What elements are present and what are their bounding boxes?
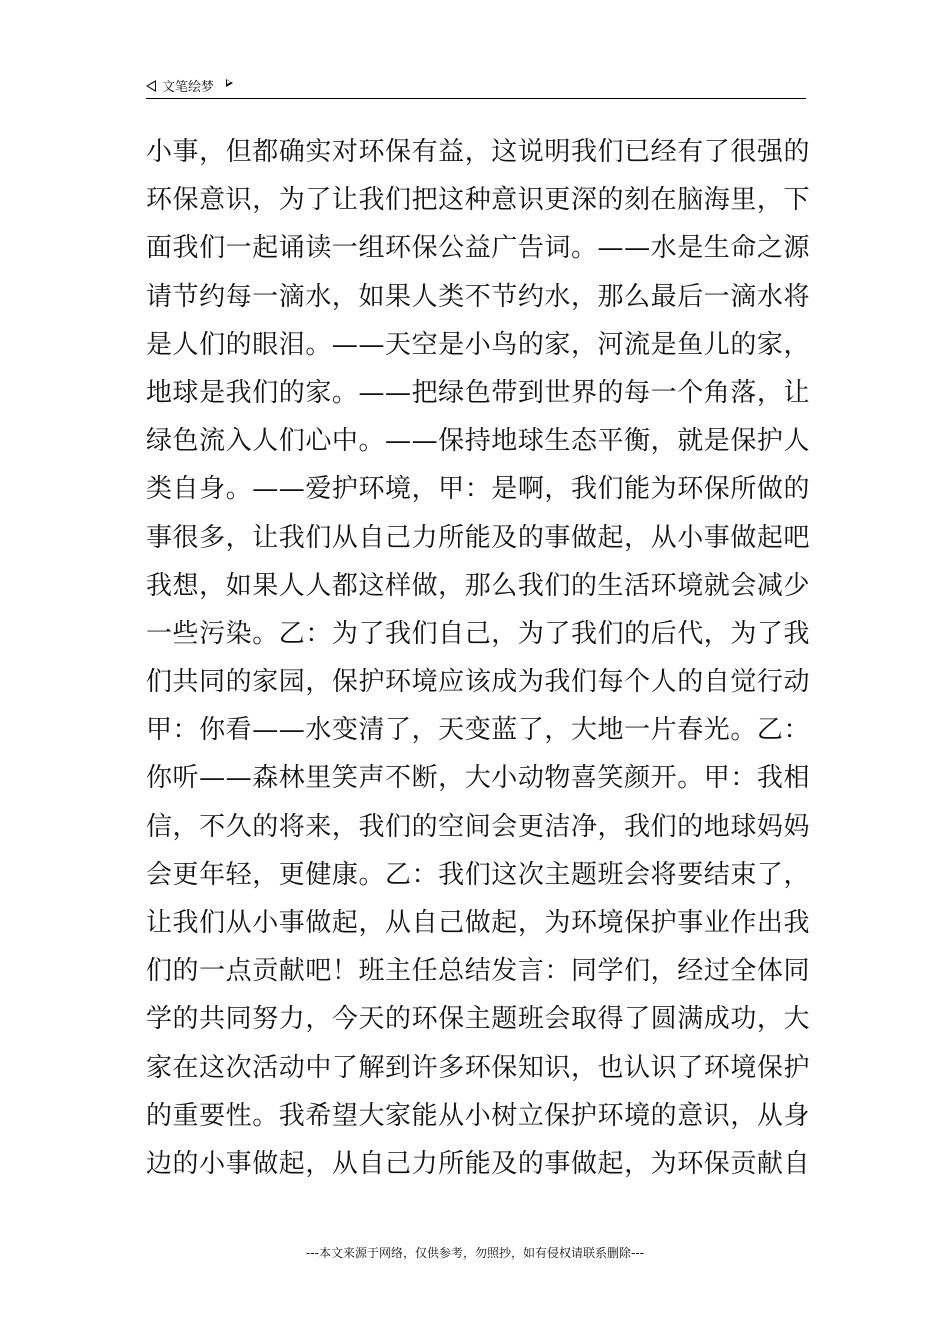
page-header xyxy=(146,74,806,99)
body-line: 你听——森林里笑声不断，大小动物喜笑颜开。甲：我相 xyxy=(146,763,810,794)
body-line: 环保意识，为了让我们把这种意识更深的刻在脑海里，下 xyxy=(146,185,810,216)
header-brand-group xyxy=(146,76,233,95)
body-line: 我想，如果人人都这样做，那么我们的生活环境就会减少 xyxy=(146,570,810,601)
body-line: 面我们一起诵读一组环保公益广告词。——水是生命之源 xyxy=(146,233,810,264)
body-line: 是人们的眼泪。——天空是小鸟的家，河流是鱼儿的家， xyxy=(146,329,810,360)
body-line: 学的共同努力，今天的环保主题班会取得了圆满成功，大 xyxy=(146,1004,810,1035)
right-triangle-icon xyxy=(226,79,233,87)
body-line: 们的一点贡献吧！班主任总结发言：同学们，经过全体同 xyxy=(146,956,810,987)
body-line: 甲：你看——水变清了，天变蓝了，大地一片春光。乙： xyxy=(146,715,810,746)
header-brand: 文笔绘梦 xyxy=(162,80,215,95)
body-line: 类自身。——爱护环境，甲：是啊，我们能为环保所做的 xyxy=(146,474,810,505)
page-footer xyxy=(0,1244,950,1261)
body-line: 地球是我们的家。——把绿色带到世界的每一个角落，让 xyxy=(146,377,810,408)
body-line: 会更年轻，更健康。乙：我们这次主题班会将要结束了， xyxy=(146,859,810,890)
body-line: 们共同的家园，保护环境应该成为我们每个人的自觉行动 xyxy=(146,667,810,698)
body-line: 让我们从小事做起，从自己做起，为环境保护事业作出我 xyxy=(146,908,810,938)
body-line: 家在这次活动中了解到许多环保知识，也认识了环境保护 xyxy=(146,1052,810,1083)
body-line: 一些污染。乙：为了我们自己，为了我们的后代，为了我 xyxy=(146,618,810,649)
footer-notice: ---本文来源于网络，仅供参考，勿照抄，如有侵权请联系删除--- xyxy=(306,1246,644,1260)
body-line: 请节约每一滴水，如果人类不节约水，那么最后一滴水将 xyxy=(146,281,810,312)
body-line: 小事，但都确实对环保有益，这说明我们已经有了很强的 xyxy=(146,137,810,167)
body-line: 事很多，让我们从自己力所能及的事做起，从小事做起吧 xyxy=(146,522,810,553)
body-line: 信，不久的将来，我们的空间会更洁净，我们的地球妈妈 xyxy=(146,811,810,842)
body-text xyxy=(146,128,810,1188)
left-triangle-icon xyxy=(146,80,156,92)
body-line: 绿色流入人们心中。——保持地球生态平衡，就是保护人 xyxy=(146,426,810,457)
body-line: 边的小事做起，从自己力所能及的事做起，为环保贡献自 xyxy=(146,1148,810,1179)
body-line: 的重要性。我希望大家能从小树立保护环境的意识，从身 xyxy=(146,1100,810,1131)
